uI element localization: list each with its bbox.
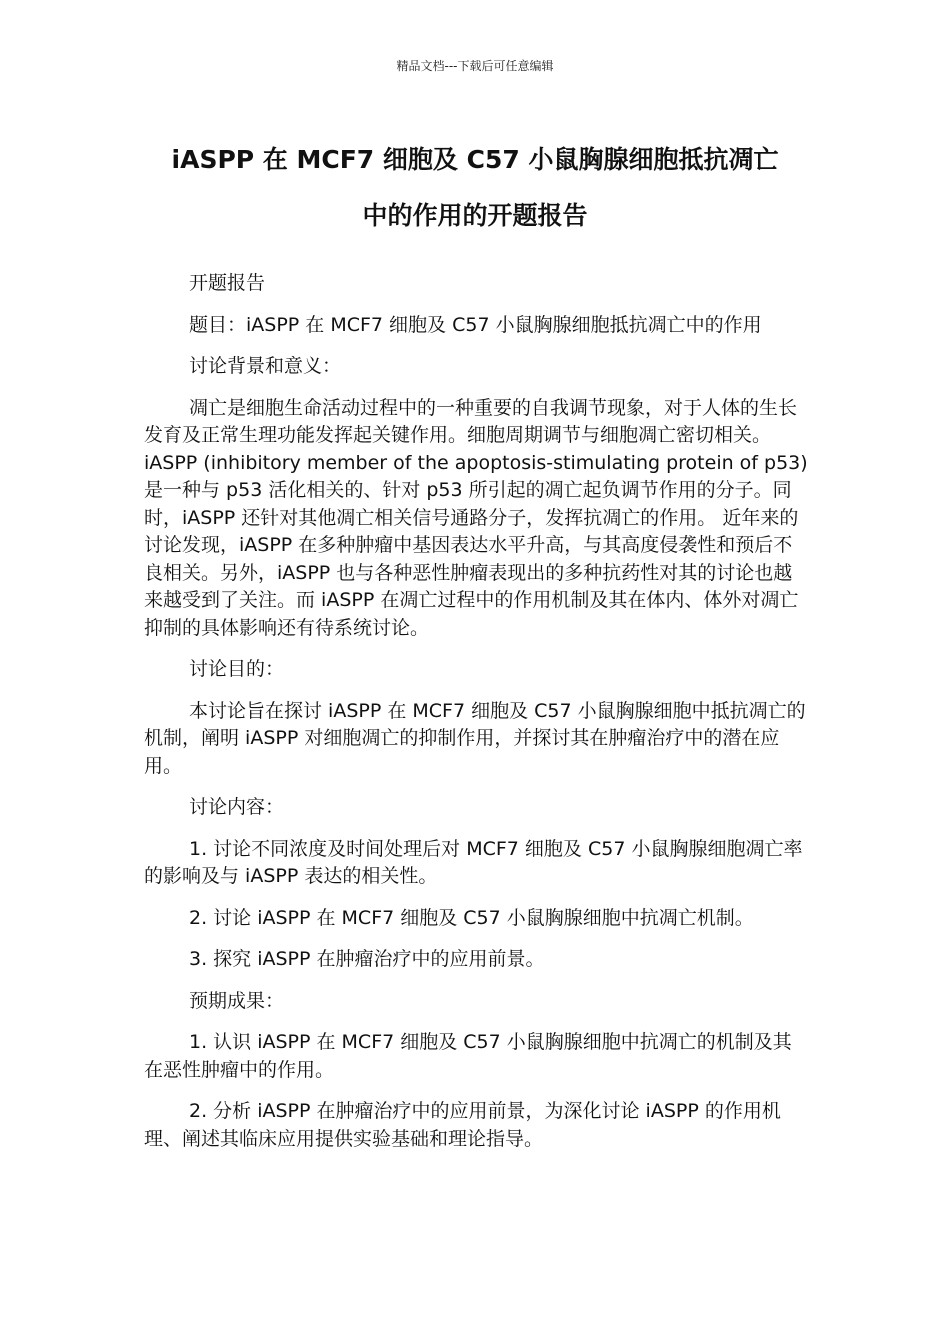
title-line-1: iASPP 在 MCF7 细胞及 C57 小鼠胸腺细胞抵抗凋亡 — [171, 145, 779, 174]
topic-line: 题目：iASPP 在 MCF7 细胞及 C57 小鼠胸腺细胞抵抗凋亡中的作用 — [189, 313, 762, 336]
heading-purpose: 讨论目的： — [189, 658, 285, 680]
content-item-2: 2. 讨论 iASPP 在 MCF7 细胞及 C57 小鼠胸腺细胞中抗凋亡机制。 — [189, 906, 754, 929]
content-item-3: 3. 探究 iASPP 在肿瘤治疗中的应用前景。 — [189, 948, 545, 970]
heading-background: 讨论背景和意义： — [189, 355, 342, 377]
paragraph-purpose: 本讨论旨在探讨 iASPP 在 MCF7 细胞及 C57 小鼠胸腺细胞中抵抗凋亡的机制，阐明 iASPP 对细胞凋亡的抑制作用，并探讨其在肿瘤治疗中的潜在应用。 — [144, 699, 806, 777]
header-note: 精品文档---下载后可任意编辑 — [396, 59, 554, 73]
section-label-report: 开题报告 — [189, 272, 266, 294]
content-item-1: 1. 讨论不同浓度及时间处理后对 MCF7 细胞及 C57 小鼠胸腺细胞凋亡率的影响及与 iASPP 表达的相关性。 — [144, 837, 803, 887]
result-item-2: 2. 分析 iASPP 在肿瘤治疗中的应用前景，为深化讨论 iASPP 的作用机理、阐述其临床应用提供实验基础和理论指导。 — [144, 1100, 781, 1150]
result-item-1: 1. 认识 iASPP 在 MCF7 细胞及 C57 小鼠胸腺细胞中抗凋亡的机制及其在恶性肿瘤中的作用。 — [144, 1031, 792, 1081]
title-line-2: 中的作用的开题报告 — [362, 201, 588, 230]
heading-results: 预期成果： — [189, 989, 285, 1012]
document-title — [120, 132, 830, 244]
heading-content: 讨论内容： — [189, 796, 285, 818]
paragraph-background: 凋亡是细胞生命活动过程中的一种重要的自我调节现象，对于人体的生长发育及正常生理功能发挥起关键作用。细胞周期调节与细胞凋亡密切相关。iASPP (inhibitory member of the apoptosis-stimulating protein of p53)是一种与 p53 活化相关的、针对 p53 所引起的凋亡起负调节作用的分子。同时，iASPP 还针对其他凋亡相关信号通路分子，发挥抗凋亡的作用。 近年来的讨论发现，iASPP 在多种肿瘤中基因表达水平升高，与其高度侵袭性和预后不良相关。另外，iASPP 也与各种恶性肿瘤表现出的多种抗药性对其的讨论也越来越受到了关注。而 iASPP 在凋亡过程中的作用机制及其在体内、体外对凋亡抑制的具体影响还有待系统讨论。 — [144, 396, 808, 639]
document-body — [144, 270, 808, 1167]
